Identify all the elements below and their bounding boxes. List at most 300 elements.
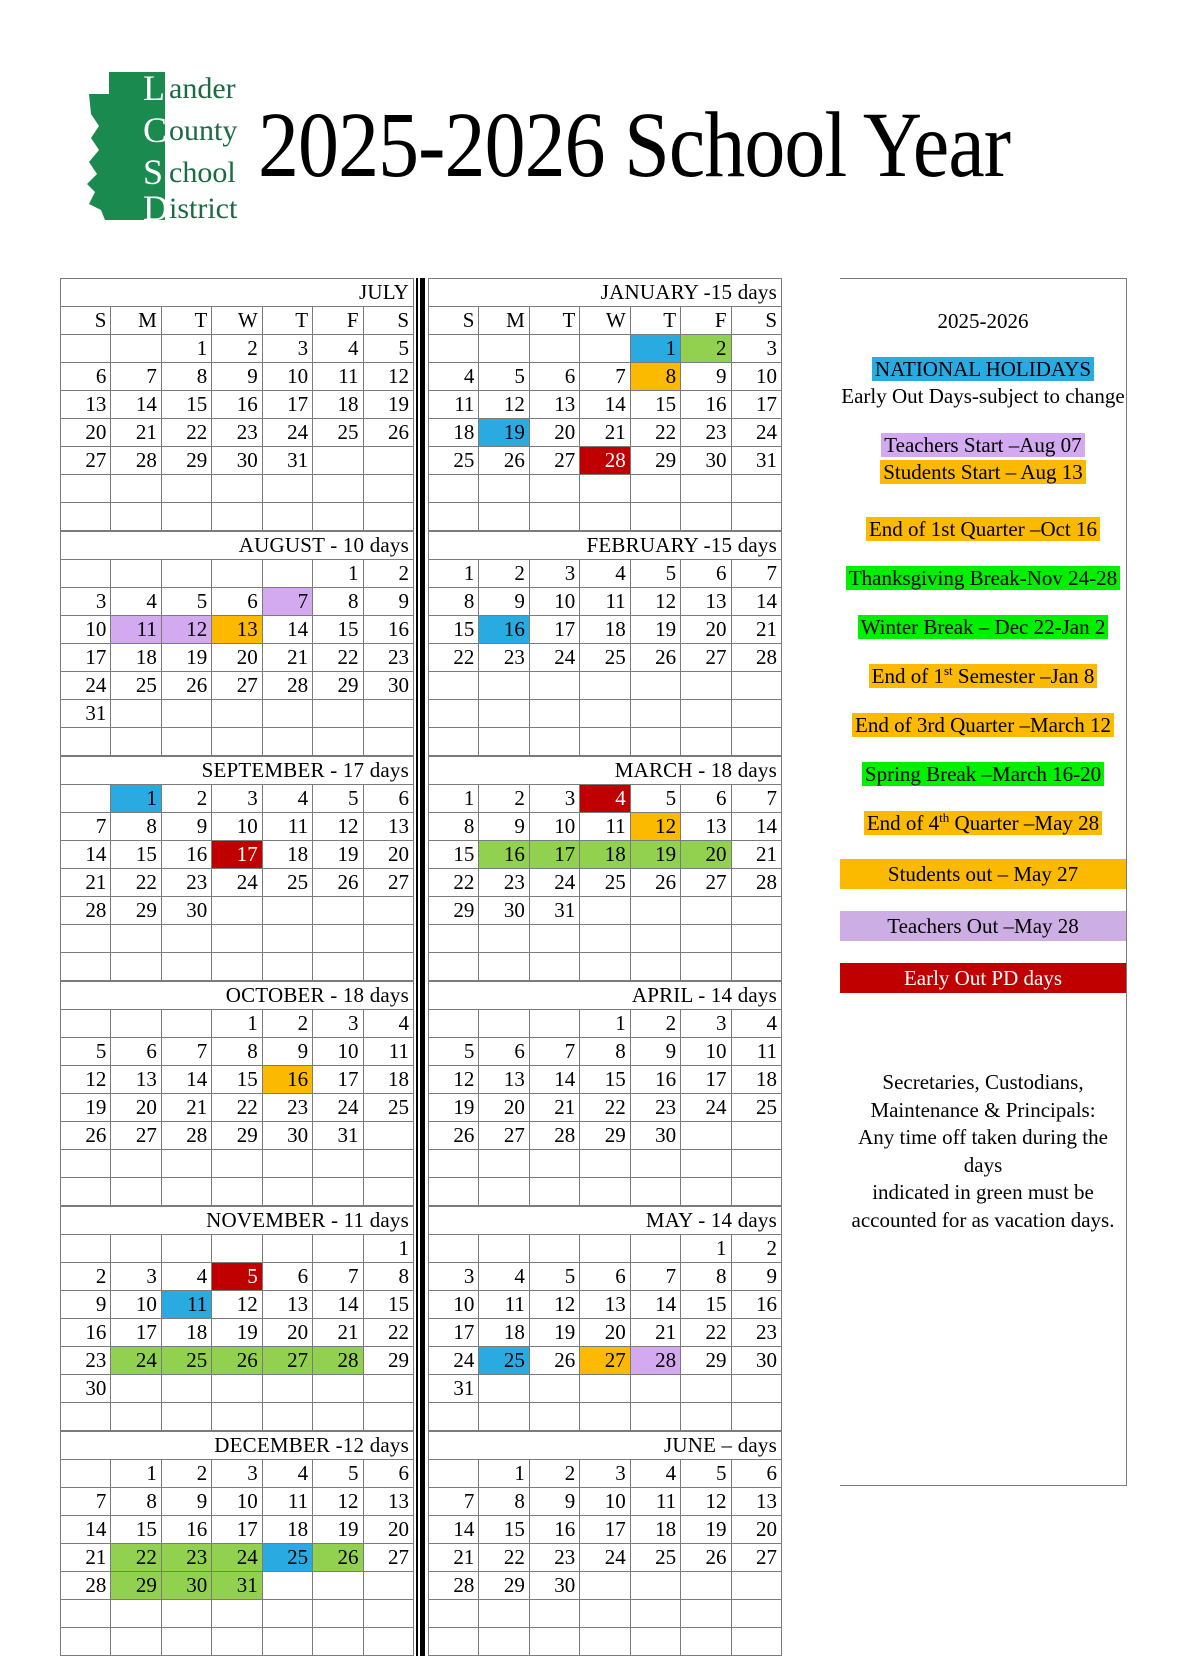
- day-cell[interactable]: [529, 700, 579, 728]
- day-cell[interactable]: [212, 925, 262, 953]
- day-cell[interactable]: 22: [479, 1544, 529, 1572]
- day-cell[interactable]: 5: [212, 1263, 262, 1291]
- day-cell[interactable]: [479, 700, 529, 728]
- day-cell[interactable]: [161, 1010, 211, 1038]
- day-cell[interactable]: 22: [111, 1544, 161, 1572]
- day-cell[interactable]: 20: [479, 1094, 529, 1122]
- day-cell[interactable]: 2: [681, 335, 731, 363]
- day-cell[interactable]: 21: [61, 1544, 111, 1572]
- day-cell[interactable]: [429, 1010, 479, 1038]
- day-cell[interactable]: 2: [161, 1460, 211, 1488]
- day-cell[interactable]: 2: [479, 560, 529, 588]
- day-cell[interactable]: 21: [731, 841, 781, 869]
- day-cell[interactable]: [681, 1600, 731, 1628]
- day-cell[interactable]: [262, 1572, 312, 1600]
- day-cell[interactable]: 2: [212, 335, 262, 363]
- day-cell[interactable]: 8: [212, 1038, 262, 1066]
- day-cell[interactable]: [363, 447, 413, 475]
- day-cell[interactable]: [630, 925, 680, 953]
- day-cell[interactable]: 14: [262, 616, 312, 644]
- day-cell[interactable]: [681, 1150, 731, 1178]
- day-cell[interactable]: 24: [681, 1094, 731, 1122]
- day-cell[interactable]: 16: [529, 1516, 579, 1544]
- day-cell[interactable]: 19: [363, 391, 413, 419]
- day-cell[interactable]: [313, 1572, 363, 1600]
- day-cell[interactable]: 11: [580, 813, 630, 841]
- day-cell[interactable]: 12: [161, 616, 211, 644]
- day-cell[interactable]: 28: [262, 672, 312, 700]
- day-cell[interactable]: 15: [479, 1516, 529, 1544]
- day-cell[interactable]: 22: [630, 419, 680, 447]
- day-cell[interactable]: 5: [529, 1263, 579, 1291]
- day-cell[interactable]: 26: [681, 1544, 731, 1572]
- day-cell[interactable]: 24: [212, 1544, 262, 1572]
- day-cell[interactable]: 17: [429, 1319, 479, 1347]
- day-cell[interactable]: 23: [630, 1094, 680, 1122]
- day-cell[interactable]: 9: [479, 588, 529, 616]
- day-cell[interactable]: [630, 1572, 680, 1600]
- day-cell[interactable]: [580, 1572, 630, 1600]
- day-cell[interactable]: 11: [262, 1488, 312, 1516]
- day-cell[interactable]: 12: [313, 1488, 363, 1516]
- day-cell[interactable]: 21: [529, 1094, 579, 1122]
- day-cell[interactable]: 6: [479, 1038, 529, 1066]
- day-cell[interactable]: 2: [479, 785, 529, 813]
- day-cell[interactable]: 15: [111, 1516, 161, 1544]
- day-cell[interactable]: 1: [429, 785, 479, 813]
- day-cell[interactable]: 27: [212, 672, 262, 700]
- day-cell[interactable]: 29: [580, 1122, 630, 1150]
- day-cell[interactable]: 24: [529, 869, 579, 897]
- day-cell[interactable]: 7: [262, 588, 312, 616]
- day-cell[interactable]: 18: [429, 419, 479, 447]
- day-cell[interactable]: 12: [630, 813, 680, 841]
- day-cell[interactable]: 6: [363, 1460, 413, 1488]
- day-cell[interactable]: 8: [580, 1038, 630, 1066]
- day-cell[interactable]: 3: [529, 785, 579, 813]
- day-cell[interactable]: 30: [529, 1572, 579, 1600]
- day-cell[interactable]: 19: [681, 1516, 731, 1544]
- day-cell[interactable]: 3: [313, 1010, 363, 1038]
- day-cell[interactable]: 29: [363, 1347, 413, 1375]
- day-cell[interactable]: [111, 925, 161, 953]
- day-cell[interactable]: 27: [580, 1347, 630, 1375]
- day-cell[interactable]: 15: [429, 616, 479, 644]
- day-cell[interactable]: 14: [313, 1291, 363, 1319]
- day-cell[interactable]: 1: [630, 335, 680, 363]
- day-cell[interactable]: 18: [630, 1516, 680, 1544]
- day-cell[interactable]: [111, 700, 161, 728]
- day-cell[interactable]: 13: [363, 813, 413, 841]
- day-cell[interactable]: 4: [630, 1460, 680, 1488]
- day-cell[interactable]: 1: [429, 560, 479, 588]
- day-cell[interactable]: 21: [429, 1544, 479, 1572]
- day-cell[interactable]: 30: [161, 897, 211, 925]
- day-cell[interactable]: 20: [262, 1319, 312, 1347]
- day-cell[interactable]: [363, 700, 413, 728]
- day-cell[interactable]: 8: [363, 1263, 413, 1291]
- day-cell[interactable]: 12: [212, 1291, 262, 1319]
- day-cell[interactable]: 27: [681, 869, 731, 897]
- day-cell[interactable]: 9: [212, 363, 262, 391]
- day-cell[interactable]: 27: [731, 1544, 781, 1572]
- day-cell[interactable]: 3: [262, 335, 312, 363]
- day-cell[interactable]: [681, 925, 731, 953]
- day-cell[interactable]: 11: [580, 588, 630, 616]
- day-cell[interactable]: 31: [313, 1122, 363, 1150]
- day-cell[interactable]: [681, 897, 731, 925]
- day-cell[interactable]: 23: [161, 869, 211, 897]
- day-cell[interactable]: 5: [681, 1460, 731, 1488]
- day-cell[interactable]: 2: [363, 560, 413, 588]
- day-cell[interactable]: [529, 335, 579, 363]
- day-cell[interactable]: 4: [429, 363, 479, 391]
- day-cell[interactable]: 10: [262, 363, 312, 391]
- day-cell[interactable]: [429, 335, 479, 363]
- day-cell[interactable]: 8: [111, 1488, 161, 1516]
- day-cell[interactable]: 23: [681, 419, 731, 447]
- day-cell[interactable]: 17: [731, 391, 781, 419]
- day-cell[interactable]: [262, 1600, 312, 1628]
- day-cell[interactable]: 18: [161, 1319, 211, 1347]
- day-cell[interactable]: 10: [731, 363, 781, 391]
- day-cell[interactable]: [429, 925, 479, 953]
- day-cell[interactable]: 28: [161, 1122, 211, 1150]
- day-cell[interactable]: 16: [262, 1066, 312, 1094]
- day-cell[interactable]: 23: [731, 1319, 781, 1347]
- day-cell[interactable]: [161, 1600, 211, 1628]
- day-cell[interactable]: [580, 925, 630, 953]
- day-cell[interactable]: [580, 672, 630, 700]
- day-cell[interactable]: 19: [479, 419, 529, 447]
- day-cell[interactable]: [731, 897, 781, 925]
- day-cell[interactable]: 7: [529, 1038, 579, 1066]
- day-cell[interactable]: 9: [161, 813, 211, 841]
- day-cell[interactable]: 4: [111, 588, 161, 616]
- day-cell[interactable]: 16: [630, 1066, 680, 1094]
- day-cell[interactable]: 3: [212, 1460, 262, 1488]
- day-cell[interactable]: 13: [580, 1291, 630, 1319]
- day-cell[interactable]: 13: [479, 1066, 529, 1094]
- day-cell[interactable]: 1: [681, 1235, 731, 1263]
- day-cell[interactable]: [529, 1010, 579, 1038]
- day-cell[interactable]: 11: [630, 1488, 680, 1516]
- day-cell[interactable]: 10: [212, 813, 262, 841]
- day-cell[interactable]: [479, 1010, 529, 1038]
- day-cell[interactable]: [262, 1375, 312, 1403]
- day-cell[interactable]: [262, 475, 312, 503]
- day-cell[interactable]: 13: [363, 1488, 413, 1516]
- day-cell[interactable]: 22: [363, 1319, 413, 1347]
- day-cell[interactable]: [630, 1375, 680, 1403]
- day-cell[interactable]: 26: [479, 447, 529, 475]
- day-cell[interactable]: 2: [61, 1263, 111, 1291]
- day-cell[interactable]: 6: [212, 588, 262, 616]
- day-cell[interactable]: 1: [161, 335, 211, 363]
- day-cell[interactable]: 23: [363, 644, 413, 672]
- day-cell[interactable]: 2: [731, 1235, 781, 1263]
- day-cell[interactable]: 20: [580, 1319, 630, 1347]
- day-cell[interactable]: 9: [363, 588, 413, 616]
- day-cell[interactable]: 10: [529, 588, 579, 616]
- day-cell[interactable]: [161, 560, 211, 588]
- day-cell[interactable]: [630, 897, 680, 925]
- day-cell[interactable]: 22: [429, 869, 479, 897]
- day-cell[interactable]: [212, 897, 262, 925]
- day-cell[interactable]: 14: [529, 1066, 579, 1094]
- day-cell[interactable]: 3: [212, 785, 262, 813]
- day-cell[interactable]: 27: [363, 1544, 413, 1572]
- day-cell[interactable]: [61, 1150, 111, 1178]
- day-cell[interactable]: 12: [630, 588, 680, 616]
- day-cell[interactable]: [429, 1600, 479, 1628]
- day-cell[interactable]: 31: [529, 897, 579, 925]
- day-cell[interactable]: [313, 700, 363, 728]
- day-cell[interactable]: [363, 897, 413, 925]
- day-cell[interactable]: 1: [111, 785, 161, 813]
- day-cell[interactable]: 6: [529, 363, 579, 391]
- day-cell[interactable]: 27: [529, 447, 579, 475]
- day-cell[interactable]: 25: [479, 1347, 529, 1375]
- day-cell[interactable]: 19: [313, 1516, 363, 1544]
- day-cell[interactable]: [262, 1235, 312, 1263]
- day-cell[interactable]: 30: [681, 447, 731, 475]
- day-cell[interactable]: 16: [212, 391, 262, 419]
- day-cell[interactable]: [262, 897, 312, 925]
- day-cell[interactable]: 26: [429, 1122, 479, 1150]
- day-cell[interactable]: 7: [731, 785, 781, 813]
- day-cell[interactable]: 12: [479, 391, 529, 419]
- day-cell[interactable]: 12: [313, 813, 363, 841]
- day-cell[interactable]: 19: [313, 841, 363, 869]
- day-cell[interactable]: 24: [731, 419, 781, 447]
- day-cell[interactable]: [262, 1150, 312, 1178]
- day-cell[interactable]: [313, 475, 363, 503]
- day-cell[interactable]: 15: [429, 841, 479, 869]
- day-cell[interactable]: 3: [681, 1010, 731, 1038]
- day-cell[interactable]: 31: [731, 447, 781, 475]
- day-cell[interactable]: [681, 1375, 731, 1403]
- day-cell[interactable]: 24: [262, 419, 312, 447]
- day-cell[interactable]: 25: [429, 447, 479, 475]
- day-cell[interactable]: 24: [580, 1544, 630, 1572]
- day-cell[interactable]: [61, 560, 111, 588]
- day-cell[interactable]: [731, 1122, 781, 1150]
- day-cell[interactable]: 25: [111, 672, 161, 700]
- day-cell[interactable]: 9: [479, 813, 529, 841]
- day-cell[interactable]: 2: [161, 785, 211, 813]
- day-cell[interactable]: [363, 1122, 413, 1150]
- day-cell[interactable]: 17: [212, 1516, 262, 1544]
- day-cell[interactable]: [529, 925, 579, 953]
- day-cell[interactable]: 8: [313, 588, 363, 616]
- day-cell[interactable]: [479, 1600, 529, 1628]
- day-cell[interactable]: 9: [161, 1488, 211, 1516]
- day-cell[interactable]: 19: [630, 616, 680, 644]
- day-cell[interactable]: 5: [429, 1038, 479, 1066]
- day-cell[interactable]: [429, 1150, 479, 1178]
- day-cell[interactable]: 16: [681, 391, 731, 419]
- day-cell[interactable]: 2: [529, 1460, 579, 1488]
- day-cell[interactable]: 20: [681, 616, 731, 644]
- day-cell[interactable]: [313, 1235, 363, 1263]
- day-cell[interactable]: [681, 1572, 731, 1600]
- day-cell[interactable]: [429, 700, 479, 728]
- day-cell[interactable]: 12: [61, 1066, 111, 1094]
- day-cell[interactable]: 25: [363, 1094, 413, 1122]
- day-cell[interactable]: 22: [161, 419, 211, 447]
- day-cell[interactable]: 22: [212, 1094, 262, 1122]
- day-cell[interactable]: [580, 897, 630, 925]
- day-cell[interactable]: 11: [111, 616, 161, 644]
- day-cell[interactable]: 25: [630, 1544, 680, 1572]
- day-cell[interactable]: 21: [262, 644, 312, 672]
- day-cell[interactable]: 28: [731, 869, 781, 897]
- day-cell[interactable]: [580, 1600, 630, 1628]
- day-cell[interactable]: 25: [313, 419, 363, 447]
- day-cell[interactable]: 26: [630, 869, 680, 897]
- day-cell[interactable]: 11: [161, 1291, 211, 1319]
- day-cell[interactable]: 13: [731, 1488, 781, 1516]
- day-cell[interactable]: 16: [61, 1319, 111, 1347]
- day-cell[interactable]: 8: [111, 813, 161, 841]
- day-cell[interactable]: 23: [529, 1544, 579, 1572]
- day-cell[interactable]: 28: [429, 1572, 479, 1600]
- day-cell[interactable]: 13: [681, 588, 731, 616]
- day-cell[interactable]: 13: [529, 391, 579, 419]
- day-cell[interactable]: 9: [61, 1291, 111, 1319]
- day-cell[interactable]: 17: [111, 1319, 161, 1347]
- day-cell[interactable]: 13: [212, 616, 262, 644]
- day-cell[interactable]: 14: [580, 391, 630, 419]
- day-cell[interactable]: 11: [262, 813, 312, 841]
- day-cell[interactable]: 5: [363, 335, 413, 363]
- day-cell[interactable]: 29: [630, 447, 680, 475]
- day-cell[interactable]: 1: [580, 1010, 630, 1038]
- day-cell[interactable]: [429, 1235, 479, 1263]
- day-cell[interactable]: 9: [262, 1038, 312, 1066]
- day-cell[interactable]: 1: [212, 1010, 262, 1038]
- day-cell[interactable]: [61, 1235, 111, 1263]
- day-cell[interactable]: [479, 1150, 529, 1178]
- day-cell[interactable]: [630, 672, 680, 700]
- day-cell[interactable]: 2: [630, 1010, 680, 1038]
- day-cell[interactable]: 12: [529, 1291, 579, 1319]
- day-cell[interactable]: 22: [681, 1319, 731, 1347]
- day-cell[interactable]: 30: [262, 1122, 312, 1150]
- day-cell[interactable]: 23: [479, 869, 529, 897]
- day-cell[interactable]: 16: [363, 616, 413, 644]
- day-cell[interactable]: [262, 560, 312, 588]
- day-cell[interactable]: 31: [429, 1375, 479, 1403]
- day-cell[interactable]: [731, 672, 781, 700]
- day-cell[interactable]: 30: [479, 897, 529, 925]
- day-cell[interactable]: 16: [479, 841, 529, 869]
- day-cell[interactable]: [479, 1375, 529, 1403]
- day-cell[interactable]: 1: [313, 560, 363, 588]
- day-cell[interactable]: [161, 1375, 211, 1403]
- day-cell[interactable]: 9: [529, 1488, 579, 1516]
- day-cell[interactable]: 30: [731, 1347, 781, 1375]
- day-cell[interactable]: [363, 1375, 413, 1403]
- day-cell[interactable]: 6: [111, 1038, 161, 1066]
- day-cell[interactable]: 25: [580, 869, 630, 897]
- day-cell[interactable]: [630, 1150, 680, 1178]
- day-cell[interactable]: 3: [111, 1263, 161, 1291]
- day-cell[interactable]: [529, 1150, 579, 1178]
- day-cell[interactable]: 10: [529, 813, 579, 841]
- day-cell[interactable]: [580, 1235, 630, 1263]
- day-cell[interactable]: 26: [529, 1347, 579, 1375]
- day-cell[interactable]: [61, 1010, 111, 1038]
- day-cell[interactable]: 12: [429, 1066, 479, 1094]
- day-cell[interactable]: [731, 700, 781, 728]
- day-cell[interactable]: 23: [262, 1094, 312, 1122]
- day-cell[interactable]: [61, 925, 111, 953]
- day-cell[interactable]: 20: [363, 1516, 413, 1544]
- day-cell[interactable]: [731, 1572, 781, 1600]
- day-cell[interactable]: 28: [61, 1572, 111, 1600]
- day-cell[interactable]: 20: [111, 1094, 161, 1122]
- day-cell[interactable]: 16: [479, 616, 529, 644]
- day-cell[interactable]: [731, 925, 781, 953]
- day-cell[interactable]: 17: [529, 616, 579, 644]
- day-cell[interactable]: 30: [212, 447, 262, 475]
- day-cell[interactable]: [111, 1375, 161, 1403]
- day-cell[interactable]: 6: [580, 1263, 630, 1291]
- day-cell[interactable]: 3: [529, 560, 579, 588]
- day-cell[interactable]: 6: [61, 363, 111, 391]
- day-cell[interactable]: 31: [61, 700, 111, 728]
- day-cell[interactable]: 27: [363, 869, 413, 897]
- day-cell[interactable]: 1: [363, 1235, 413, 1263]
- day-cell[interactable]: 6: [363, 785, 413, 813]
- day-cell[interactable]: [313, 1150, 363, 1178]
- day-cell[interactable]: 28: [529, 1122, 579, 1150]
- day-cell[interactable]: [529, 672, 579, 700]
- day-cell[interactable]: 9: [630, 1038, 680, 1066]
- day-cell[interactable]: [363, 1572, 413, 1600]
- day-cell[interactable]: [212, 560, 262, 588]
- day-cell[interactable]: 29: [111, 897, 161, 925]
- day-cell[interactable]: 3: [429, 1263, 479, 1291]
- day-cell[interactable]: 28: [630, 1347, 680, 1375]
- day-cell[interactable]: [212, 1375, 262, 1403]
- day-cell[interactable]: [111, 475, 161, 503]
- day-cell[interactable]: 6: [731, 1460, 781, 1488]
- day-cell[interactable]: [529, 1235, 579, 1263]
- day-cell[interactable]: 8: [429, 813, 479, 841]
- day-cell[interactable]: 19: [429, 1094, 479, 1122]
- day-cell[interactable]: 10: [61, 616, 111, 644]
- day-cell[interactable]: 17: [61, 644, 111, 672]
- day-cell[interactable]: [212, 1235, 262, 1263]
- day-cell[interactable]: [111, 335, 161, 363]
- day-cell[interactable]: 27: [681, 644, 731, 672]
- day-cell[interactable]: 13: [262, 1291, 312, 1319]
- day-cell[interactable]: 20: [681, 841, 731, 869]
- day-cell[interactable]: 10: [313, 1038, 363, 1066]
- day-cell[interactable]: 11: [429, 391, 479, 419]
- day-cell[interactable]: 24: [529, 644, 579, 672]
- day-cell[interactable]: 8: [479, 1488, 529, 1516]
- day-cell[interactable]: [111, 560, 161, 588]
- day-cell[interactable]: 26: [363, 419, 413, 447]
- day-cell[interactable]: [479, 925, 529, 953]
- day-cell[interactable]: 7: [61, 1488, 111, 1516]
- day-cell[interactable]: [161, 1150, 211, 1178]
- day-cell[interactable]: 11: [363, 1038, 413, 1066]
